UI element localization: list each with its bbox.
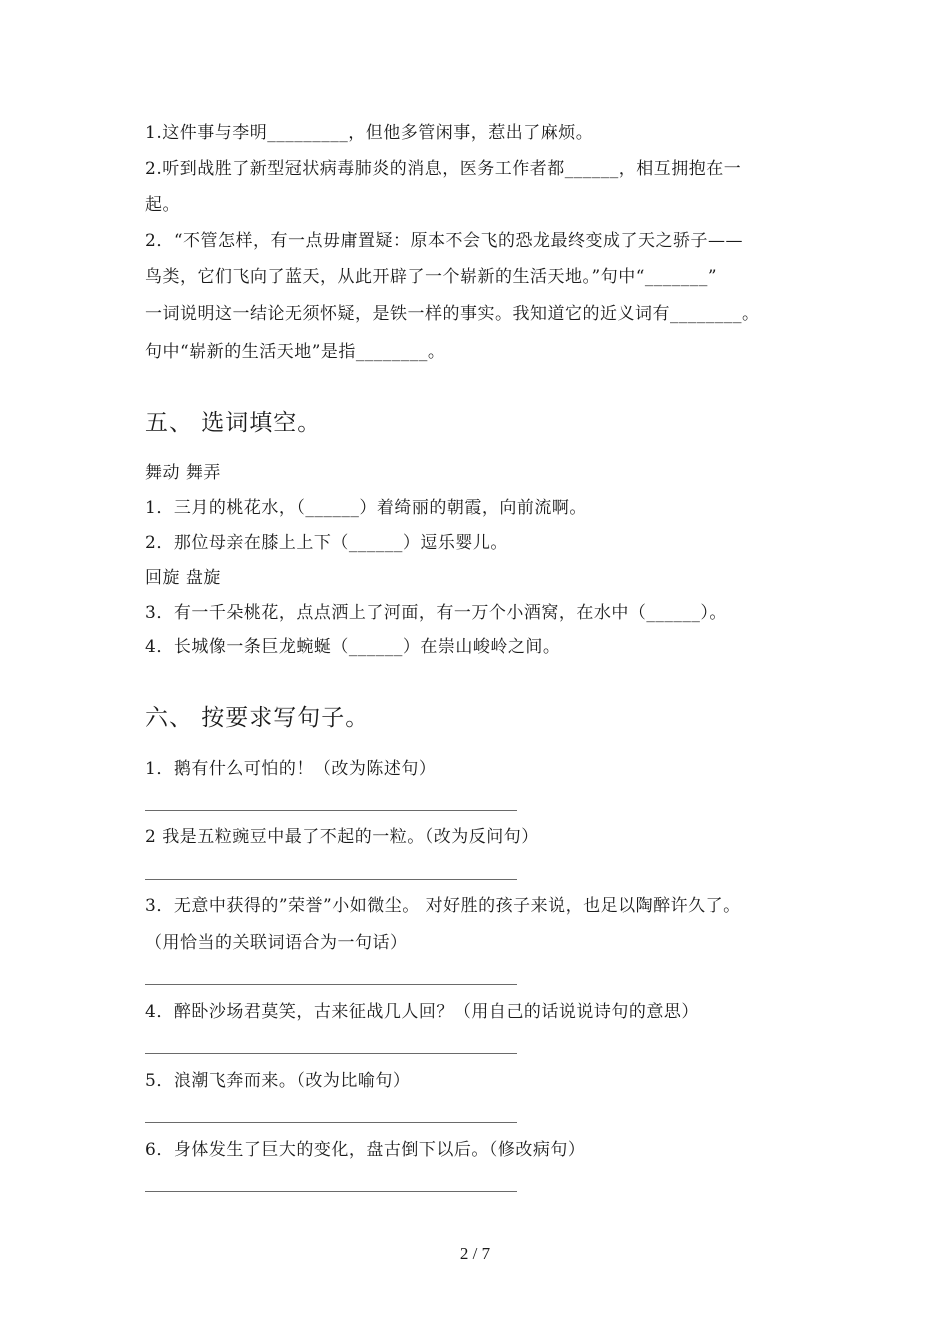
s5-word-group-1: 舞动 舞弄: [145, 463, 221, 483]
s5-question-3: 3．有一千朵桃花，点点洒上了河面，有一万个小酒窝，在水中（______）。: [145, 603, 727, 623]
s5-question-2: 2．那位母亲在膝上上下（______）逗乐婴儿。: [145, 533, 508, 553]
section-6-heading: 六、 按要求写句子。: [145, 705, 370, 731]
answer-line-3[interactable]: [145, 984, 517, 985]
s6-question-4: 4．醉卧沙场君莫笑，古来征战几人回？（用自己的话说说诗句的意思）: [145, 1002, 699, 1022]
answer-line-1[interactable]: [145, 810, 517, 811]
s4-line-6: 一词说明这一结论无须怀疑，是铁一样的事实。我知道它的近义词有________。: [145, 304, 760, 324]
s5-question-4: 4．长城像一条巨龙蜿蜒（______）在崇山峻岭之间。: [145, 637, 561, 657]
s4-line-1: 1.这件事与李明_________，但他多管闲事，惹出了麻烦。: [145, 123, 594, 143]
s6-question-2: 2 我是五粒豌豆中最了不起的一粒。（改为反问句）: [145, 827, 539, 847]
s6-question-3-instruction: （用恰当的关联词语合为一句话）: [145, 933, 408, 953]
answer-line-5[interactable]: [145, 1122, 517, 1123]
s4-line-2: 2.听到战胜了新型冠状病毒肺炎的消息，医务工作者都______，相互拥抱在一: [145, 159, 742, 179]
s6-question-6: 6．身体发生了巨大的变化，盘古倒下以后。（修改病句）: [145, 1140, 586, 1160]
s5-question-1: 1．三月的桃花水，（______）着绮丽的朝霞，向前流啊。: [145, 498, 587, 518]
answer-line-4[interactable]: [145, 1053, 517, 1054]
s6-question-3: 3．无意中获得的”荣誉”小如微尘。 对好胜的孩子来说，也足以陶醉许久了。: [145, 896, 741, 916]
answer-line-6[interactable]: [145, 1191, 517, 1192]
s5-word-group-2: 回旋 盘旋: [145, 568, 221, 588]
s6-question-1: 1．鹅有什么可怕的！（改为陈述句）: [145, 759, 437, 779]
s4-line-4: 2．“不管怎样，有一点毋庸置疑：原本不会飞的恐龙最终变成了天之骄子——: [145, 231, 744, 251]
s6-question-5: 5．浪潮飞奔而来。（改为比喻句）: [145, 1071, 411, 1091]
answer-line-2[interactable]: [145, 879, 517, 880]
s4-line-7: 句中“崭新的生活天地”是指________。: [145, 342, 446, 362]
page-number: 2 / 7: [459, 1244, 491, 1263]
s4-line-3: 起。: [145, 195, 180, 215]
s4-line-5: 鸟类，它们飞向了蓝天，从此开辟了一个崭新的生活天地。”句中“_______”: [145, 267, 718, 287]
section-5-heading: 五、 选词填空。: [145, 410, 322, 436]
